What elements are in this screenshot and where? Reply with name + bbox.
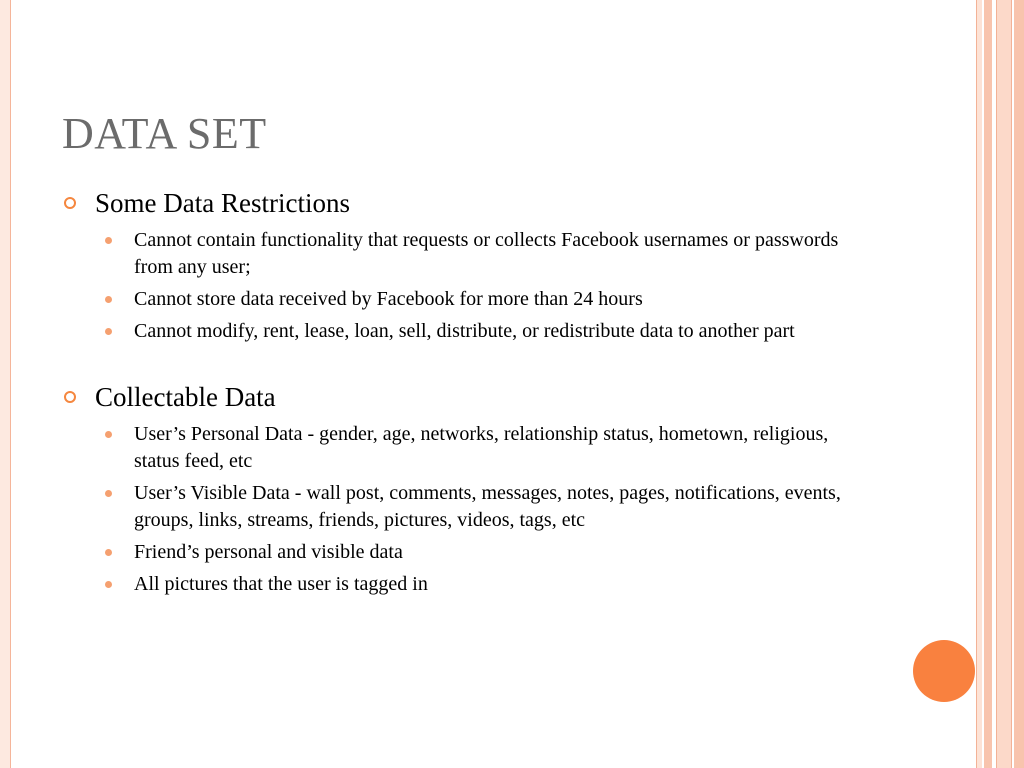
stripe [976,0,982,768]
dot-bullet-icon [105,490,112,497]
list-item-text: Cannot store data received by Facebook for more than 24 hours [134,288,643,310]
list-item [62,539,864,566]
section-collectable-data [62,379,882,598]
section-data-restrictions [62,185,882,345]
list-item-text: Cannot modify, rent, lease, loan, sell, distribute, or redistribute data to another part [134,320,795,342]
dot-bullet-icon [105,549,112,556]
list-item-text: Friend’s personal and visible data [134,541,403,563]
list-item [62,421,864,475]
section-heading-text: Collectable Data [95,381,276,412]
ring-bullet-icon [64,197,76,209]
orange-circle-decoration [913,640,975,702]
list-item [62,480,864,534]
stripe [984,0,992,768]
list-item-text: All pictures that the user is tagged in [134,573,428,595]
list-item [62,227,864,281]
stripe [1014,0,1024,768]
stripe [996,0,1012,768]
list-item [62,318,864,345]
list-item-text: User’s Visible Data - wall post, comments, messages, notes, pages, notifications, events, groups, links, streams, friends, pictures, videos, tags, etc [134,482,841,531]
right-stripe-decoration [976,0,1024,768]
section-heading [62,185,882,221]
section-heading [62,379,882,415]
slide-title: DATA SET [62,109,267,158]
bullet-list [62,227,882,345]
dot-bullet-icon [105,431,112,438]
slide-content [62,185,882,603]
section-heading-text: Some Data Restrictions [95,187,350,218]
bullet-list [62,421,882,598]
ring-bullet-icon [64,391,76,403]
list-item-text: Cannot contain functionality that requests or collects Facebook usernames or passwords from any user; [134,229,839,278]
list-item [62,286,864,313]
dot-bullet-icon [105,296,112,303]
dot-bullet-icon [105,237,112,244]
dot-bullet-icon [105,581,112,588]
left-border-decoration [0,0,11,768]
dot-bullet-icon [105,328,112,335]
list-item [62,571,864,598]
list-item-text: User’s Personal Data - gender, age, networks, relationship status, hometown, religious, status feed, etc [134,423,829,472]
